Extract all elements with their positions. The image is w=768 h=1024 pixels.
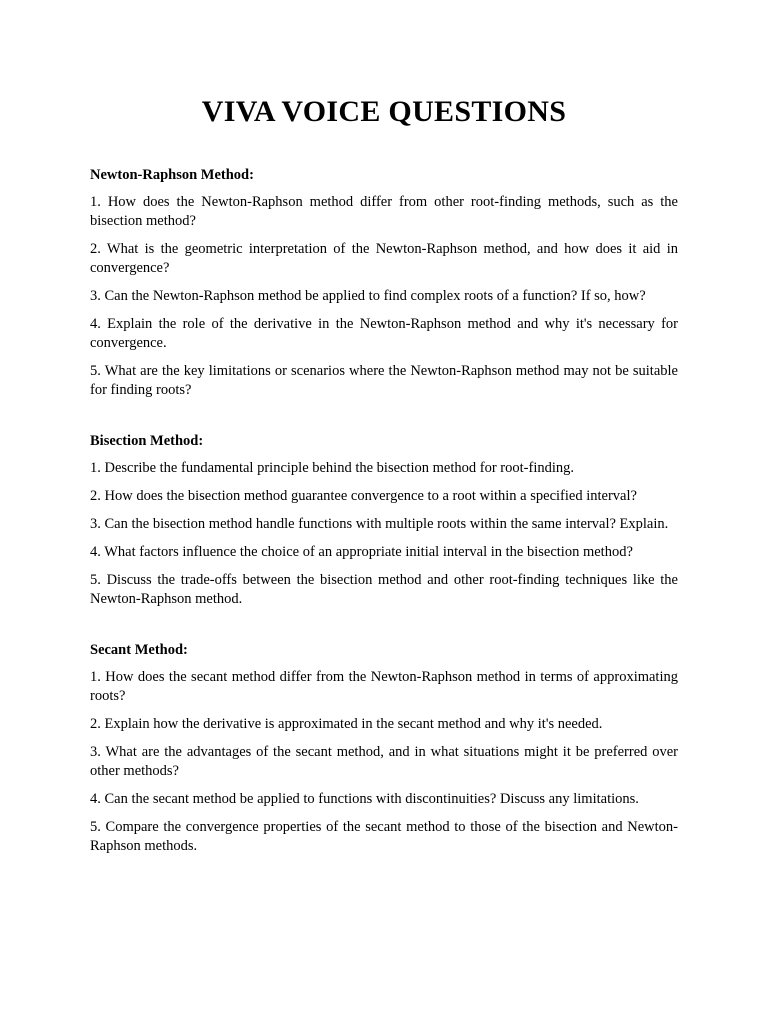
- document-title: VIVA VOICE QUESTIONS: [201, 95, 567, 128]
- question-item: 5. What are the key limitations or scenarios where the Newton-Raphson method may not be suitable for finding roots?: [90, 363, 678, 398]
- question-item: 4. What factors influence the choice of an appropriate initial interval in the bisection method?: [90, 544, 633, 560]
- sections-container: [90, 166, 678, 856]
- question-item: 4. Can the secant method be applied to functions with discontinuities? Discuss any limitations.: [90, 791, 639, 807]
- question-item: 1. Describe the fundamental principle behind the bisection method for root-finding.: [90, 460, 575, 476]
- question-item: 2. What is the geometric interpretation of the Newton-Raphson method, and how does it aid in convergence?: [90, 241, 678, 276]
- section-newton-raphson: [90, 166, 678, 400]
- question-item: 5. Discuss the trade-offs between the bisection method and other root-finding techniques like the Newton-Raphson method.: [90, 572, 678, 607]
- question-item: 1. How does the Newton-Raphson method differ from other root-finding methods, such as the bisection method?: [90, 194, 678, 229]
- question-item: 3. Can the Newton-Raphson method be applied to find complex roots of a function? If so, how?: [90, 288, 646, 304]
- question-item: 2. How does the bisection method guarantee convergence to a root within a specified interval?: [90, 488, 637, 504]
- question-item: 1. How does the secant method differ from the Newton-Raphson method in terms of approximating roots?: [90, 669, 678, 704]
- section-heading: Newton-Raphson Method:: [90, 167, 254, 183]
- section-heading: Secant Method:: [90, 642, 188, 658]
- question-item: 3. What are the advantages of the secant method, and in what situations might it be preferred over other methods?: [90, 744, 678, 779]
- section-heading: Bisection Method:: [90, 433, 204, 449]
- section-bisection: [90, 432, 678, 609]
- question-item: 2. Explain how the derivative is approximated in the secant method and why it's needed.: [90, 716, 603, 732]
- question-item: 4. Explain the role of the derivative in the Newton-Raphson method and why it's necessary for convergence.: [90, 316, 678, 351]
- question-item: 5. Compare the convergence properties of the secant method to those of the bisection and Newton-Raphson methods.: [90, 819, 678, 854]
- question-item: 3. Can the bisection method handle functions with multiple roots within the same interval? Explain.: [90, 516, 669, 532]
- section-secant: [90, 641, 678, 856]
